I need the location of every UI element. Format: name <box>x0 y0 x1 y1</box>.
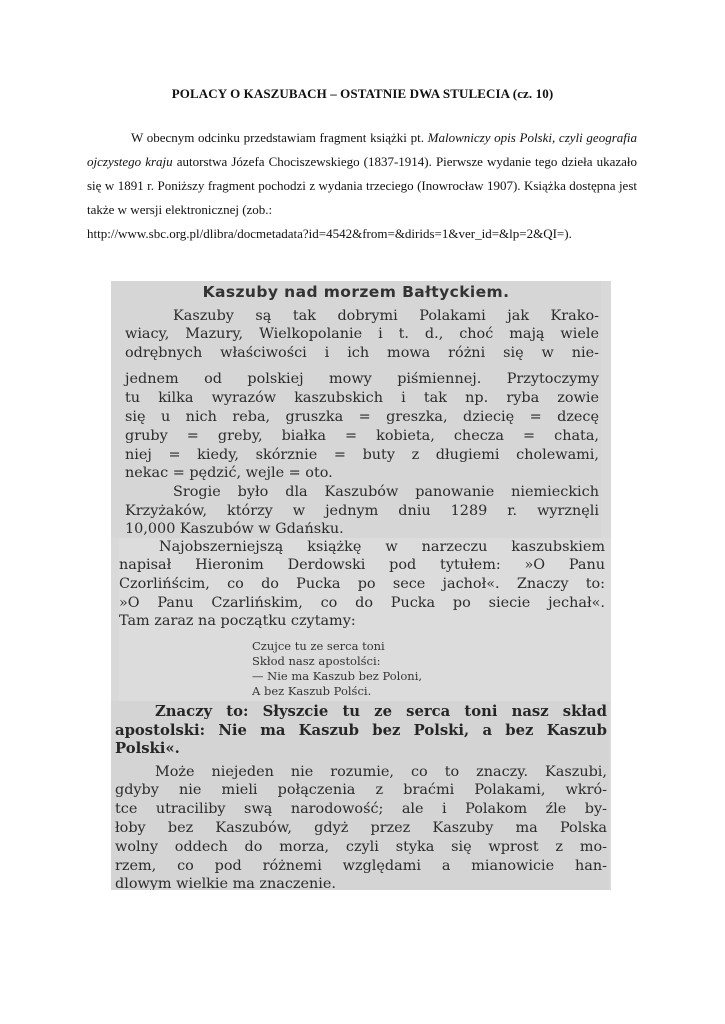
scan-text-line: Kaszuby są tak dobrymi Polakami jak Krako- <box>173 308 599 324</box>
scan-text-line: Czorlińścim, co do Pucka po sece jachoł«. Znaczy to: <box>119 576 605 592</box>
scan-text-line: »O Panu Czarlińskim, co do Pucka po siecie jechał«. <box>119 595 605 611</box>
scan-text-line: Polski«. <box>115 740 180 757</box>
poem-line: Skłod nasz apostolści: <box>252 654 381 668</box>
page-title: POLACY O KASZUBACH – OSTATNIE DWA STULECIA (cz. 10) <box>171 86 554 101</box>
scan-text-line: rzem, co pod różnemi względami a mianowicie han- <box>115 858 607 874</box>
scan-text-line: Krzyżaków, którzy w jednym dniu 1289 r. wyrznęli <box>125 503 599 519</box>
scan-text-line: gruby = greby, białka = kobieta, checza = chata, <box>125 428 599 444</box>
scan-text-line: jednem od polskiej mowy piśmiennej. Przytoczymy <box>125 371 599 387</box>
source-url: http://www.sbc.org.pl/dlibra/docmetadata?id=4542&from=&dirids=1&ver_id=&lp=2&QI=). <box>87 226 572 241</box>
intro-paragraph <box>87 126 637 246</box>
poem-line: Czujce tu ze serca toni <box>252 639 385 653</box>
scan-text-line: 10,000 Kaszubów w Gdańsku. <box>125 521 344 537</box>
intro-text-1: W obecnym odcinku przedstawiam fragment książki pt. <box>131 130 428 145</box>
scan-text-line: nekac = pędzić, wejle = oto. <box>125 465 333 481</box>
scan-text-line: niej = kiedy, skórznie = buty z długiemi cholewami, <box>125 447 599 463</box>
scan-text-line: gdyby nie mieli połączenia z braćmi Polakami, wkró- <box>115 782 607 798</box>
scan-text-line: Tam zaraz na początku czytamy: <box>119 613 356 629</box>
scan-text-line: dlowym wielkie ma znaczenie. <box>115 876 336 890</box>
intro-text-2: autorstwa Józefa Chociszewskiego (1837-1914). Pierwsze wydanie tego dzieła ukazało się w 1891 r. Poniższy fragment pochodzi z wydania trzeciego (Inowrocław 1907). Książka dostępna jest także w wersji elektronicznej (zob.: <box>87 154 638 217</box>
poem-line: — Nie ma Kaszub bez Poloni, <box>252 669 423 683</box>
scan-text-line: apostolski: Nie ma Kaszub bez Polski, a bez Kaszub <box>115 722 607 739</box>
poem-line: A bez Kaszub Polści. <box>252 684 372 698</box>
scan-text-line: się u nich reba, gruszka = greszka, dziecię = dzecę <box>125 409 599 425</box>
scan-text-line: napisał Hieronim Derdowski pod tytułem: »O Panu <box>119 557 605 573</box>
scan-text-line: wiacy, Mazury, Wielkopolanie i t. d., choć mają wiele <box>125 326 599 342</box>
scan-heading: Kaszuby nad morzem Bałtyckiem. <box>202 283 510 301</box>
scanned-page-fragment <box>111 281 611 890</box>
scan-text-line: odrębnych właściwości i ich mowa różni się w nie- <box>125 345 599 361</box>
scan-text-line: wolny oddech do morza, czyli styka się wprost z mo- <box>115 839 607 855</box>
scan-text-line: Może niejeden nie rozumie, co to znaczy. Kaszubi, <box>155 764 607 780</box>
scan-text-line: łoby bez Kaszubów, gdyż przez Kaszuby ma Polska <box>115 820 607 836</box>
scan-text-line: tu kilka wyrazów kaszubskich i tak np. ryba zowie <box>125 390 599 406</box>
scan-text-line: Znaczy to: Słyszcie tu ze serca toni nasz skład <box>155 703 607 720</box>
scan-text-line: Srogie było dla Kaszubów panowanie niemieckich <box>173 484 599 500</box>
scan-text-line: Najobszerniejszą książkę w narzeczu kaszubskiem <box>159 539 605 555</box>
scan-text-line: tce utraciliby swą narodowość; ale i Polakom źle by- <box>115 801 607 817</box>
book-title: Malowniczy opis Polski, czyli geografia ojczystego kraju <box>87 130 637 169</box>
